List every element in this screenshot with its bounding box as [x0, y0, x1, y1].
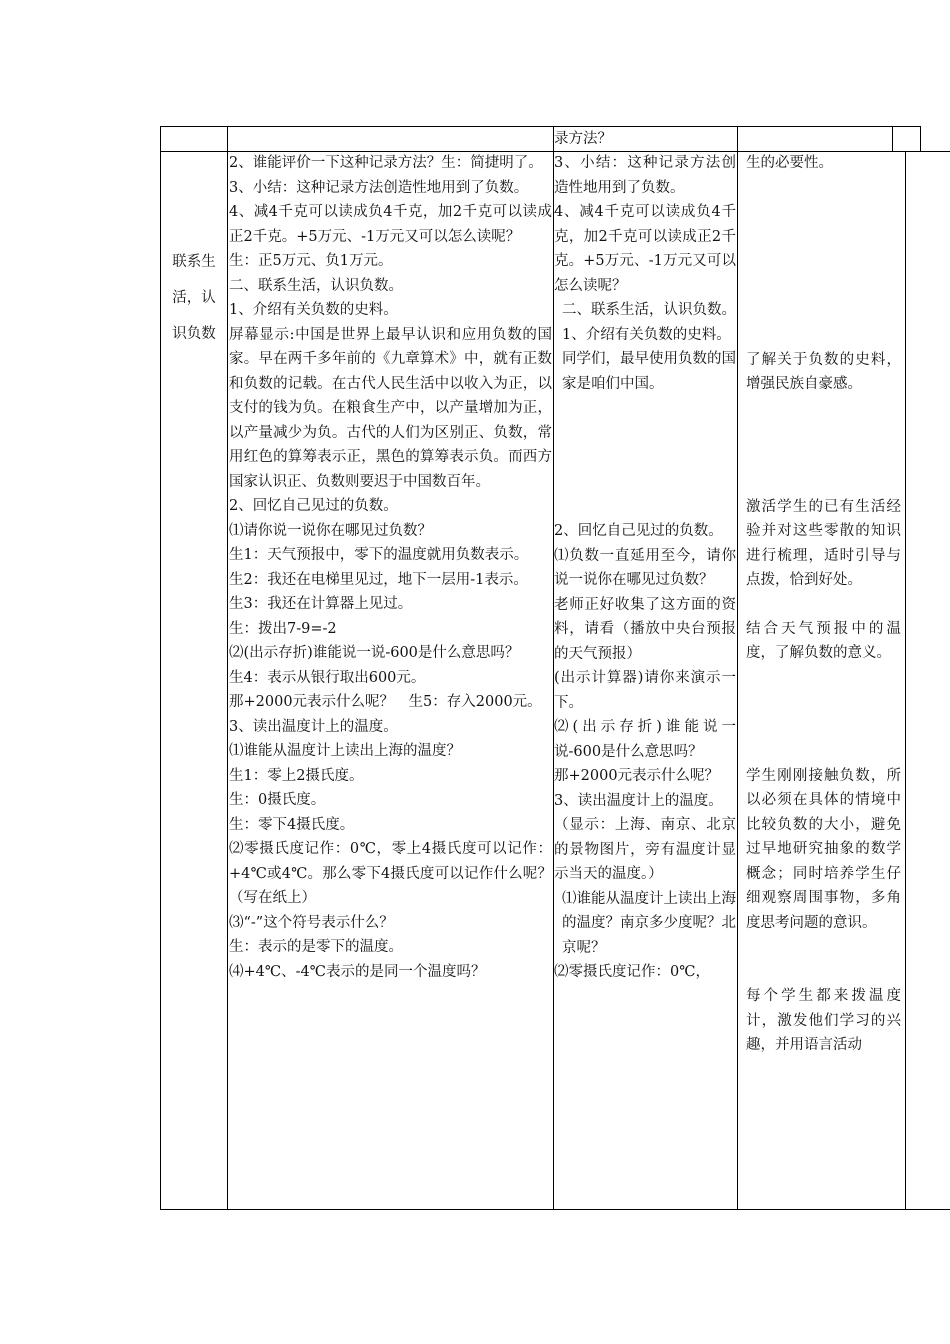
process-paragraph: 二、联系生活，认识负数。: [229, 277, 403, 294]
teacher-paragraph: 2、回忆自己见过的负数。: [554, 523, 723, 539]
teacher-column: [554, 151, 736, 985]
teacher-paragraph: ⑴负数一直延用至今，请你说一说你在哪见过负数？: [554, 547, 736, 588]
teacher-paragraph: ⑴谁能从温度计上读出上海的温度？南京多少度呢？北京呢？: [562, 890, 736, 956]
teacher-paragraph: 二、联系生活，认识负数。: [562, 302, 736, 318]
teacher-paragraph: ⑵零摄氏度记作：0℃，: [554, 964, 710, 980]
process-paragraph: ⑴请你说一说你在哪见过负数？: [229, 522, 432, 539]
header-right-border: [920, 126, 921, 152]
teacher-paragraph: 3、小结：这种记录方法创造性地用到了负数。: [554, 155, 736, 196]
col3-right-border: [737, 126, 738, 1210]
process-paragraph: 生4：表示从银行取出600元。: [229, 669, 426, 686]
topic-line: 识负数: [172, 326, 216, 342]
topic-line: 联系生: [172, 254, 216, 270]
intent-paragraph: 激活学生的已有生活经验并对这些零散的知识进行梳理，适时引导与点拨，恰到好处。: [746, 498, 901, 588]
teacher-paragraph: 老师正好收集了这方面的资料，请看（播放中央台预报的天气预报）: [554, 596, 736, 662]
col1-right-border: [227, 126, 228, 1210]
teacher-paragraph: ⑵(出示存折)谁能说一说-600是什么意思吗？: [554, 719, 736, 760]
body-col4-right-border: [905, 151, 906, 1210]
process-paragraph: 生：拨出7-9=-2: [229, 620, 337, 637]
teacher-paragraph: 3、读出温度计上的温度。: [554, 792, 723, 809]
intent-paragraph: 生的必要性。: [746, 155, 833, 171]
intent-paragraph: 了解关于负数的史料，增强民族自豪感。: [746, 351, 901, 392]
process-paragraph: 屏幕显示:中国是世界上最早认识和应用负数的国家。早在两千多年前的《九章算术》中，就有正数和负数的记载。在古代人民生活中以收入为正，以支付的钱为负。在粮食生产中，以产量增加为正，以产量减少为负。古代的人们为区别正、负数，常用红色的算筹表示正，黑色的算筹表示负。而西方国家认识正、负数则要迟于中国数百年。: [229, 326, 552, 490]
header-row-col3-text: [554, 127, 736, 152]
process-paragraph: 生：表示的是零下的温度。: [229, 939, 403, 955]
process-paragraph: 2、回忆自己见过的负数。: [229, 498, 398, 514]
intent-paragraph: 学生刚刚接触负数，所以必须在具体的情境中比较负数的大小，避免过早地研究抽象的数学概念；同时培养学生仔细观察周围事物，多角度思考问题的意识。: [746, 767, 901, 931]
process-paragraph: ⑴谁能从温度计上读出上海的温度？: [229, 743, 461, 759]
table-bottom-border: [160, 1209, 950, 1210]
process-paragraph: 2、谁能评价一下这种记录方法？生：简捷明了。: [229, 155, 543, 171]
process-paragraph: ⑵(出示存折)谁能说一说-600是什么意思吗？: [229, 645, 520, 661]
teacher-paragraph: 同学们，最早使用负数的国家是咱们中国。: [562, 351, 736, 392]
process-paragraph: 生：正5万元、负1万元。: [229, 253, 393, 269]
process-paragraph: 生1：天气预报中，零下的温度就用负数表示。: [229, 547, 529, 563]
intent-paragraph: 结合天气预报中的温度，了解负数的意义。: [746, 620, 901, 661]
header-col4-right-border: [892, 126, 893, 152]
process-paragraph: ⑶“-”这个符号表示什么？: [229, 914, 394, 931]
teacher-paragraph: (出示计算器)请你来演示一下。: [554, 670, 736, 711]
process-paragraph: 3、读出温度计上的温度。: [229, 718, 398, 735]
process-paragraph: 那+2000元表示什么呢？ 生5：存入2000元。: [229, 694, 542, 710]
process-paragraph: 3、小结：这种记录方法创造性地用到了负数。: [229, 179, 529, 196]
teacher-paragraph: 4、减4千克可以读成负4千克，加2千克可以读成正2千克。+5万元、-1万元又可以怎么读呢？: [554, 204, 736, 294]
table-top-border: [160, 126, 920, 127]
process-column: [229, 151, 552, 984]
process-paragraph: ⑵零摄氏度记作：0℃，零上4摄氏度可以记作：+4℃或4℃。那么零下4摄氏度可以记作什么呢？（写在纸上）: [229, 841, 552, 906]
process-paragraph: 生2：我还在电梯里见过，地下一层用-1表示。: [229, 571, 528, 588]
process-paragraph: ⑷+4℃、-4℃表示的是同一个温度吗？: [229, 963, 486, 980]
topic-cell: [161, 244, 227, 352]
process-paragraph: 生1：零上2摄氏度。: [229, 767, 364, 784]
header-text: 录方法？: [554, 131, 612, 147]
intent-paragraph: 每个学生都来拨温度计，激发他们学习的兴趣，并用语言活动: [746, 988, 901, 1053]
intent-column: [746, 151, 901, 1058]
process-paragraph: 生：零下4摄氏度。: [229, 816, 355, 833]
teacher-paragraph: 那+2000元表示什么呢？: [554, 768, 720, 784]
process-paragraph: 生：0摄氏度。: [229, 792, 326, 808]
process-paragraph: 生3：我还在计算器上见过。: [229, 596, 413, 612]
topic-line: 活，认: [172, 290, 216, 306]
process-paragraph: 4、减4千克可以读成负4千克，加2千克可以读成正2千克。+5万元、-1万元又可以怎么读呢？: [229, 204, 552, 245]
process-paragraph: 1、介绍有关负数的史料。: [229, 302, 398, 318]
teacher-paragraph: （显示：上海、南京、北京的景物图片，旁有温度计显示当天的温度。）: [554, 817, 736, 882]
teacher-paragraph: 1、介绍有关负数的史料。: [562, 326, 731, 343]
